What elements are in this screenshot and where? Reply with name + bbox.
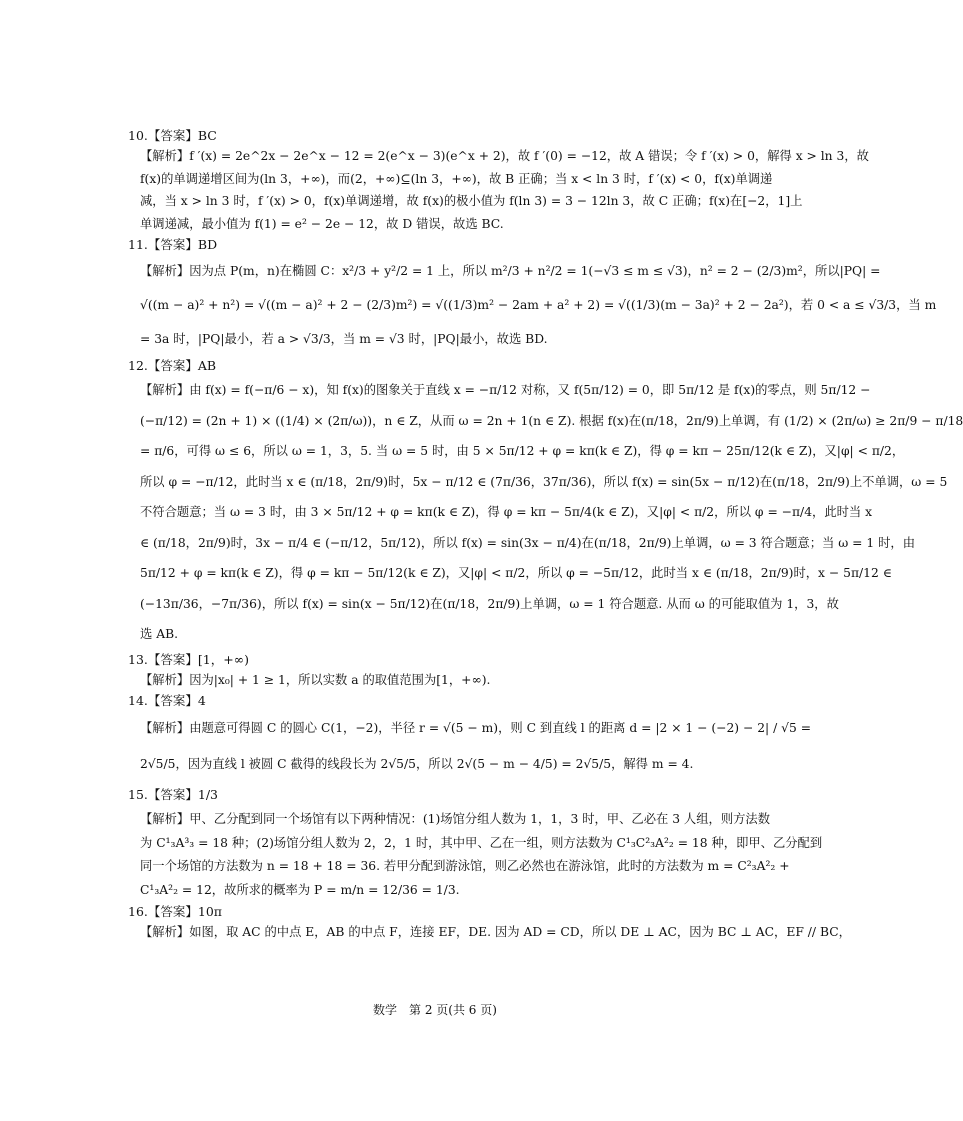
question-10 [128,126,869,235]
analysis-line: 【解析】由 f(x) = f(−π/6 − x)，知 f(x)的图象关于直线 x = −π/12 对称，又 f(5π/12) = 0，即 5π/12 是 f(x)的零点，则 5π/12 − [140,383,871,397]
question-11 [128,235,937,356]
analysis-line: 单调递减，最小值为 f(1) = e² − 2e − 12，故 D 错误，故选 BC. [140,216,504,231]
analysis-line: 为 C¹₃A³₃ = 18 种；(2)场馆分组人数为 2，2，1 时，其中甲、乙在一组，则方法数为 C¹₃C²₃A²₂ = 18 种，即甲、乙分配到 [140,835,823,850]
analysis-line: 减，当 x > ln 3 时，f ′(x) > 0，f(x)单调递增，故 f(x)的极小值为 f(ln 3) = 3 − 12ln 3，故 C 正确；f(x)在[−2，1]上 [140,194,803,208]
analysis-block [128,921,851,944]
answer-sheet [128,126,963,944]
analysis-line: 【解析】如图，取 AC 的中点 E，AB 的中点 F，连接 EF，DE. 因为 AD = CD，所以 DE ⊥ AC，因为 BC ⊥ AC，EF // BC， [140,925,851,939]
analysis-line: C¹₃A²₂ = 12，故所求的概率为 P = m/n = 12/36 = 1/3. [140,882,460,897]
answer-line: 15.【答案】1/3 [128,787,218,802]
analysis-line: 5π/12 + φ = kπ(k ∈ Z)，得 φ = kπ − 5π/12(k ∈ Z)，又|φ| < π/2，所以 φ = −5π/12，此时当 x ∈ (π/18，2π/9)时，x − 5π/12 ∈ [140,566,892,580]
question-14 [128,691,812,782]
page-footer: 数学 第 2 页(共 6 页) [373,1003,497,1017]
analysis-line: 2√5/5，因为直线 l 被圆 C 截得的线段长为 2√5/5，所以 2√(5 − m − 4/5) = 2√5/5，解得 m = 4. [140,757,694,771]
analysis-line: 同一个场馆的方法数为 n = 18 + 18 = 36. 若甲分配到游泳馆，则乙必然也在游泳馆，此时的方法数为 m = C²₃A²₂ + [140,859,790,873]
analysis-block [128,669,768,692]
answer-line: 13.【答案】[1，+∞) [128,651,249,667]
analysis-line: f(x)的单调递增区间为(ln 3，+∞)，而(2，+∞)⊆(ln 3，+∞)，故 B 正确；当 x < ln 3 时，f ′(x) < 0，f(x)单调递 [140,171,773,186]
analysis-line: 【解析】甲、乙分配到同一个场馆有以下两种情况：(1)场馆分组人数为 1，1，3 时，甲、乙必在 3 人组，则方法数 [140,812,771,826]
analysis-block [128,145,869,235]
question-15 [128,782,823,902]
analysis-line: 【解析】因为点 P(m，n)在椭圆 C：x²/3 + y²/2 = 1 上，所以 m²/3 + n²/2 = 1(−√3 ≤ m ≤ √3)，n² = 2 − (2/3)m²，所以|PQ| = [140,264,881,278]
analysis-line: 不符合题意；当 ω = 3 时，由 3 × 5π/12 + φ = kπ(k ∈ Z)，得 φ = kπ − 5π/4(k ∈ Z)，又|φ| < π/2，所以 φ = −π/4，此时当 x [140,505,873,519]
analysis-line: 选 AB. [140,627,179,641]
analysis-block [128,375,963,650]
question-12 [128,356,963,650]
answer-line: 16.【答案】10π [128,904,223,919]
analysis-line: = π/6，可得 ω ≤ 6，所以 ω = 1，3，5. 当 ω = 5 时，由 5 × 5π/12 + φ = kπ(k ∈ Z)，得 φ = kπ − 25π/12(k ∈ Z)，又|φ| < π/2， [140,444,905,458]
answer-line: 11.【答案】BD [128,237,218,252]
analysis-line: (−13π/36，−7π/36)，所以 f(x) = sin(x − 5π/12)在(π/18，2π/9)上单调，ω = 1 符合题意. 从而 ω 的可能取值为 1，3，故 [140,596,839,611]
analysis-line: (−π/12) = (2n + 1) × ((1/4) × (2π/ω))，n ∈ Z，从而 ω = 2n + 1(n ∈ Z). 根据 f(x)在(π/18，2π/9)上单调，有 (1/2) × (2π/ω) ≥ 2π/9 − π/18 [140,413,963,428]
analysis-line: ∈ (π/18，2π/9)时，3x − π/4 ∈ (−π/12，5π/12)，所以 f(x) = sin(3x − π/4)在(π/18，2π/9)上单调，ω = 3 符合题意；当 ω = 1 时，由 [140,535,916,550]
analysis-line: 【解析】由题意可得圆 C 的圆心 C(1，−2)，半径 r = √(5 − m)，则 C 到直线 l 的距离 d = |2 × 1 − (−2) − 2| / √5 = [140,721,812,735]
answer-line: 12.【答案】AB [128,358,217,373]
question-13 [128,650,768,692]
analysis-line: 【解析】f ′(x) = 2e^2x − 2e^x − 12 = 2(e^x − 3)(e^x + 2)，故 f ′(0) = −12，故 A 错误；令 f ′(x) > 0，解得 x > ln 3，故 [140,149,869,163]
answer-line: 10.【答案】BC [128,128,217,143]
analysis-block [128,254,937,356]
analysis-line: = 3a 时，|PQ|最小，若 a > √3/3，当 m = √3 时，|PQ|最小，故选 BD. [140,332,548,346]
question-16 [128,902,851,944]
analysis-line: 所以 φ = −π/12，此时当 x ∈ (π/18，2π/9)时，5x − π/12 ∈ (7π/36，37π/36)，所以 f(x) = sin(5x − π/12)在(π/18，2π/9)上不单调，ω = 5 [140,474,948,489]
answer-line: 14.【答案】4 [128,693,206,708]
analysis-block [128,808,823,902]
analysis-block [128,710,812,782]
analysis-line: 【解析】因为|x₀| + 1 ≥ 1，所以实数 a 的取值范围为[1，+∞). [140,672,491,687]
analysis-line: √((m − a)² + n²) = √((m − a)² + 2 − (2/3)m²) = √((1/3)m² − 2am + a² + 2) = √((1/3)(m − 3a)² + 2 − 2a²)，若 0 < a ≤ √3/3，当 m [140,298,937,312]
